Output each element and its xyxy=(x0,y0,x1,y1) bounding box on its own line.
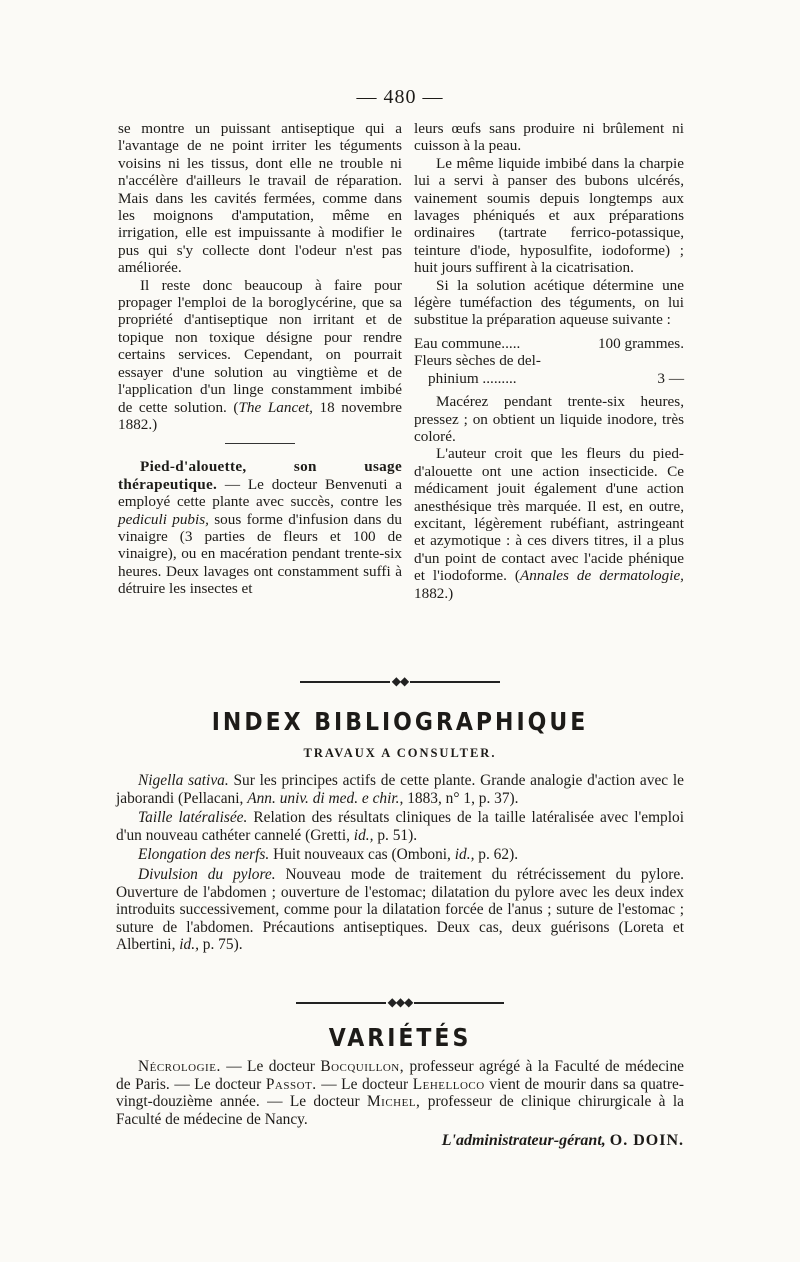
signature-title: L'administrateur-gérant, xyxy=(441,1132,606,1150)
right-paragraph-1: leurs œufs sans produire ni brûlement ni cuisson à la peau. xyxy=(414,120,684,155)
recipe-ingredient: Eau commune..... xyxy=(414,334,521,352)
recipe-row xyxy=(414,352,684,369)
index-entry-source: Ann. univ. di med. e chir., xyxy=(247,789,404,807)
ornament-divider xyxy=(0,995,800,1011)
necrology-text: professeur de clinique chirurgicale à la Faculté de médecine de Nancy. xyxy=(116,1093,684,1128)
necrology-paragraph xyxy=(116,1058,684,1128)
right-paragraph-2: Le même liquide imbibé dans la charpie lui a servi à panser des bubons ulcérés, vainement soumis depuis longtemps aux lavages phéniqués et aux préparations ordinaires (tartrate ferrico-potassique, teinture d'iode, hyposulfite, iodoforme) ; huit jours suffirent à la cicatrisation. xyxy=(414,154,684,277)
right-column xyxy=(414,120,684,602)
index-entry-end: 1883, n° 1, p. 37). xyxy=(403,789,519,807)
right-paragraph-3: Si la solution acétique détermine une légère tuméfaction des téguments, on lui substitue la préparation aqueuse suivante : xyxy=(414,276,684,329)
left-paragraph-2-end: 18 novembre 1882.) xyxy=(118,398,403,433)
recipe xyxy=(414,335,684,387)
left-paragraph-3 xyxy=(118,458,402,597)
index-entry xyxy=(116,772,684,807)
index-entry-source: id., xyxy=(179,936,199,954)
left-paragraph-2-source: The Lancet, xyxy=(238,398,313,416)
varietes-title: VARIÉTÉS xyxy=(328,1024,472,1053)
index-entry-end: p. 51). xyxy=(373,826,418,844)
right-paragraph-5-source: Annales de dermatologie, xyxy=(519,567,684,585)
left-paragraph-2 xyxy=(118,277,402,434)
varietes-section xyxy=(116,1058,684,1150)
index-entry-source: id., xyxy=(353,826,374,844)
left-paragraph-3-text-b: sous forme d'infusion dans du vinaigre (3 parties de fleurs et 100 de vinaigre), ou en macération pendant trente-six heures. Deux lavages ont constamment suffi à détruire les insectes et xyxy=(118,510,402,598)
index-entry-title: Elongation des nerfs. xyxy=(138,846,270,864)
ornament-divider xyxy=(0,674,800,690)
right-paragraph-5-end: 1882.) xyxy=(414,584,454,602)
recipe-quantity: 3 — xyxy=(657,369,684,387)
page-number: — 480 — xyxy=(356,86,444,108)
index-entry-title: Divulsion du pylore. xyxy=(138,865,276,883)
right-paragraph-5-text: L'auteur croit que les fleurs du pied-d'alouette ont une action insecticide. Ce médicament jouit également d'une action anesthésique très marquée. Il est, en outre, excitant, légèrement rubéfiant, astringeant et azymotique : à ces divers titres, il a plus d'un point de contact avec l'acide phénique et l'iodoforme. ( xyxy=(414,445,684,585)
necrology-text: professeur agrégé à la Faculté de médecine de Paris. — Le docteur xyxy=(116,1058,684,1093)
article-title: Pied-d'alouette, son usage thérapeutique. xyxy=(118,458,402,493)
necrology-name: Michel, xyxy=(366,1093,421,1111)
necrology-lead: Nécrologie. xyxy=(138,1058,221,1075)
index-title: INDEX BIBLIOGRAPHIQUE xyxy=(211,708,589,737)
index-entry xyxy=(116,846,684,864)
recipe-quantity: 100 grammes. xyxy=(597,334,684,352)
index-entry xyxy=(116,866,684,954)
necrology-name: Bocquillon, xyxy=(320,1058,405,1075)
recipe-row xyxy=(414,370,684,387)
index-entry-title: Taille latéralisée. xyxy=(138,809,248,827)
recipe-ingredient: Fleurs sèches de del- xyxy=(414,352,541,370)
necrology-text: — Le docteur xyxy=(316,1075,413,1093)
index-entry-text: Nouveau mode de traitement du rétrécissement du pylore. Ouverture de l'abdomen ; ouverture de l'estomac; dilatation du pylore avec les deux index introduits successivement, comme pour la dilatation forcée de l'anus ; suture de l'estomac ; suture de l'abdomen. Précautions antiseptiques. Deux cas, deux guérisons (Loreta et Albertini, xyxy=(116,865,685,954)
signature xyxy=(116,1132,684,1150)
index-entry-text: Huit nouveaux cas (Omboni, xyxy=(269,846,455,864)
index-entry-text: Sur les principes actifs de cette plante. Grande analogie d'action avec le jaborandi (Pellacani, xyxy=(116,772,684,807)
left-paragraph-2-text: Il reste donc beaucoup à faire pour propager l'emploi de la boroglycérine, que sa propriété d'antiseptique non irritant et de topique non toxique désigne pour rendre certains services. Cependant, on pourrait essayer d'une solution au vingtième et de l'application d'un linge constamment imbibé de cette solution. ( xyxy=(118,276,402,416)
left-column xyxy=(118,120,402,598)
right-paragraph-4: Macérez pendant trente-six heures, pressez ; on obtient un liquide inodore, très coloré. xyxy=(414,393,684,445)
left-paragraph-3-text-a: — Le docteur Benvenuti a employé cette plante avec succès, contre les xyxy=(118,475,402,511)
index-entry xyxy=(116,809,684,844)
necrology-text: — Le docteur xyxy=(220,1058,321,1075)
necrology-name: Lehelloco xyxy=(412,1075,485,1093)
index-entries xyxy=(116,772,684,956)
index-entry-end: p. 62). xyxy=(474,846,519,864)
left-paragraph-3-italic: pediculi pubis, xyxy=(118,510,209,528)
recipe-ingredient: phinium ......... xyxy=(428,369,517,387)
necrology-name: Passot. xyxy=(265,1075,317,1093)
ornament-icon: ◆◆◆ xyxy=(387,995,413,1010)
index-subtitle: TRAVAUX A CONSULTER. xyxy=(303,746,497,760)
index-entry-title: Nigella sativa. xyxy=(138,772,229,789)
section-divider xyxy=(225,443,295,444)
recipe-row xyxy=(414,335,684,352)
recipe-quantity xyxy=(572,352,684,369)
index-entry-text: Relation des résultats cliniques de la taille latéralisée avec l'emploi d'un nouveau cathéter cannelé (Gretti, xyxy=(116,809,684,844)
right-paragraph-5 xyxy=(414,445,684,602)
index-entry-end: p. 75). xyxy=(198,936,243,954)
left-paragraph-1: se montre un puissant antiseptique qui a l'avantage de ne point irriter les téguments voisins ni les tissus, dont elle ne trouble ni n'accélère d'ailleurs le travail de réparation. Mais dans les cavités fermées, comme dans les moignons d'amputation, même en irrigation, elle est impuissante à modifier le pus qui s'y collecte dont l'odeur n'est pas améliorée. xyxy=(118,120,402,277)
necrology-text: vient de mourir dans sa quatre-vingt-douzième année. — Le docteur xyxy=(116,1075,684,1111)
ornament-icon: ◆◆ xyxy=(391,674,409,689)
index-entry-source: id., xyxy=(454,846,475,864)
publisher-name: O. DOIN. xyxy=(609,1132,684,1150)
